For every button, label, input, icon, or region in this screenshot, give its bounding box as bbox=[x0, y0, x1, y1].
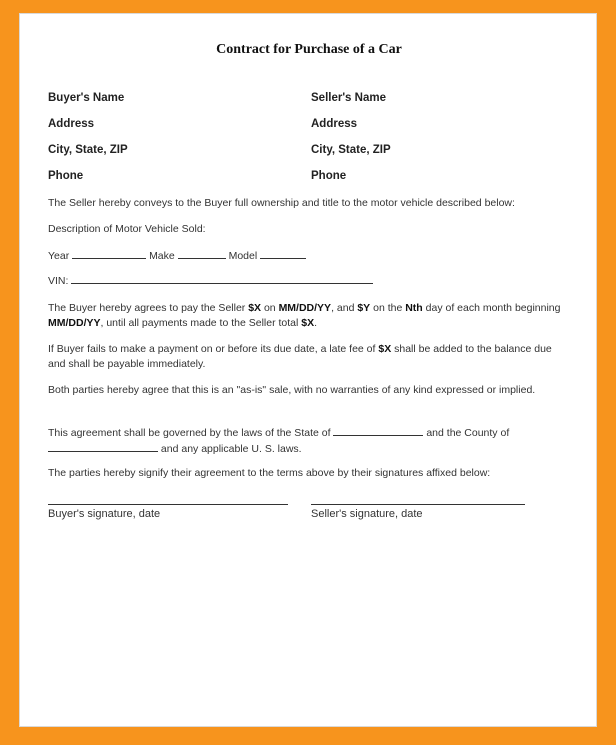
governing-text: This agreement shall be governed by the laws of the State of bbox=[48, 427, 334, 439]
payment-amount-y: $Y bbox=[357, 302, 371, 314]
vin-blank[interactable] bbox=[71, 273, 373, 284]
state-blank[interactable] bbox=[333, 425, 423, 436]
payment-text: day of each month beginning bbox=[422, 302, 561, 314]
description-label: Description of Motor Vehicle Sold: bbox=[48, 223, 206, 235]
payment-date-1: MM/DD/YY bbox=[278, 302, 332, 314]
as-is-paragraph: Both parties hereby agree that this is an "as-is" sale, with no warranties of any kind expressed or implied. bbox=[48, 384, 536, 396]
seller-address-label: Address bbox=[311, 118, 358, 130]
payment-text: The Buyer hereby agrees to pay the Seller bbox=[48, 302, 249, 314]
payment-text: , and bbox=[331, 302, 358, 314]
seller-name-label: Seller's Name bbox=[311, 92, 386, 104]
governing-paragraph bbox=[48, 425, 570, 457]
model-label: Model bbox=[228, 250, 258, 262]
buyer-phone-label: Phone bbox=[48, 170, 84, 182]
signify-paragraph: The parties hereby signify their agreement to the terms above by their signatures affixed below: bbox=[48, 467, 491, 479]
contract-title: Contract for Purchase of a Car bbox=[216, 42, 402, 57]
governing-text: and any applicable U. S. laws. bbox=[158, 443, 302, 455]
buyer-name-label: Buyer's Name bbox=[48, 92, 125, 104]
year-blank[interactable] bbox=[72, 248, 146, 259]
year-label: Year bbox=[48, 250, 70, 262]
county-blank[interactable] bbox=[48, 441, 158, 452]
payment-date-2: MM/DD/YY bbox=[48, 317, 101, 329]
buyer-city-label: City, State, ZIP bbox=[48, 144, 128, 156]
vin-line bbox=[48, 273, 570, 289]
seller-signature-label: Seller's signature, date bbox=[311, 508, 423, 520]
governing-text: and the County of bbox=[423, 427, 510, 439]
buyer-address-label: Address bbox=[48, 118, 95, 130]
payment-text: on the bbox=[370, 302, 406, 314]
payment-nth: Nth bbox=[405, 302, 423, 314]
seller-phone-label: Phone bbox=[311, 170, 347, 182]
payment-text: . bbox=[314, 317, 318, 329]
conveyance-text: The Seller hereby conveys to the Buyer full ownership and title to the motor vehicle described below: bbox=[48, 197, 515, 209]
payment-amount-x: $X bbox=[248, 302, 262, 314]
model-blank[interactable] bbox=[260, 248, 306, 259]
late-fee-amount: $X bbox=[378, 343, 392, 355]
make-blank[interactable] bbox=[178, 248, 226, 259]
vehicle-line bbox=[48, 248, 570, 264]
buyer-signature-line[interactable] bbox=[48, 504, 288, 505]
contract-page bbox=[19, 13, 597, 727]
make-label: Make bbox=[149, 250, 175, 262]
payment-total-x: $X bbox=[301, 317, 315, 329]
seller-city-label: City, State, ZIP bbox=[311, 144, 391, 156]
payment-text: , until all payments made to the Seller total bbox=[100, 317, 302, 329]
payment-text: on bbox=[261, 302, 279, 314]
late-fee-paragraph bbox=[48, 342, 570, 372]
late-fee-text: If Buyer fails to make a payment on or before its due date, a late fee of bbox=[48, 343, 379, 355]
payment-paragraph bbox=[48, 301, 570, 331]
vin-label: VIN: bbox=[48, 275, 69, 287]
buyer-signature-label: Buyer's signature, date bbox=[48, 508, 161, 520]
late-fee-text: shall be added to the balance due and shall be payable immediately. bbox=[48, 343, 552, 370]
seller-signature-line[interactable] bbox=[311, 504, 525, 505]
